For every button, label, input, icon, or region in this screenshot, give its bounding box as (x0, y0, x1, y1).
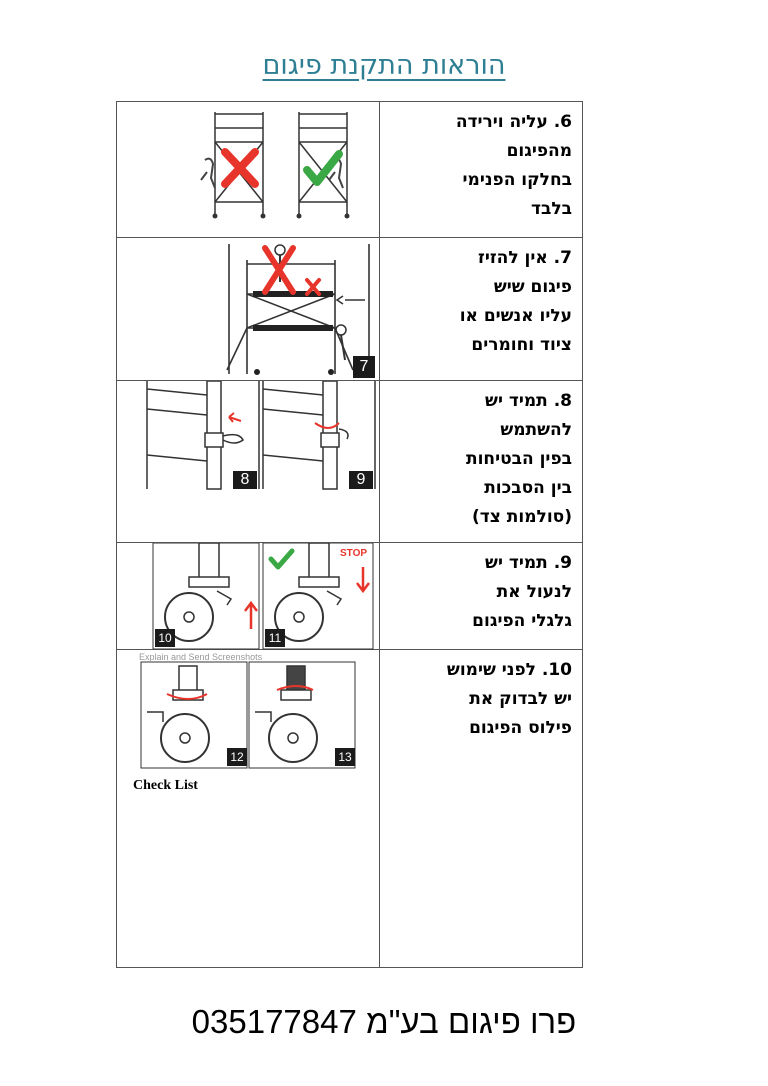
figure-7-badge: 7 (353, 356, 375, 378)
step-6-illustration (117, 102, 380, 238)
page-title: הוראות התקנת פיגום (262, 50, 506, 81)
climb-inside-illustration (117, 102, 380, 238)
figure-9-badge: 9 (349, 471, 373, 489)
company-phone: 035177847 (191, 1003, 357, 1040)
step-7-illustration (117, 238, 380, 381)
step-row-10 (117, 650, 583, 968)
step-8-text-cell (380, 381, 583, 543)
step-7-text: 7. אין להזיז פיגום שיש עליו אנשים או ציוד וחומרים (459, 248, 572, 355)
step-8-illustration (117, 381, 380, 543)
level-adjust-illustration (117, 650, 380, 790)
step-9-text: 9. תמיד יש לנעול את גלגלי הפיגום (472, 553, 572, 631)
step-row-8 (117, 381, 583, 543)
step-6-text-cell (380, 102, 583, 238)
instructions-table (116, 101, 583, 968)
wrong-cross-icon (225, 152, 255, 184)
safety-pin-illustration (117, 381, 380, 543)
step-9-illustration (117, 543, 380, 650)
step-8-text: 8. תמיד יש להשתמש בפין הבטיחות בין הסבכות (סולמות צד) (465, 391, 572, 527)
check-list-caption: Check List (133, 778, 198, 790)
step-7-text-cell (380, 238, 583, 381)
figure-8-badge: 8 (233, 471, 257, 489)
company-name: פרו פיגום בע"מ (366, 1003, 577, 1040)
step-row-6 (117, 102, 583, 238)
figure-13-badge: 13 (335, 748, 355, 766)
no-moving-occupied-scaffold-illustration (117, 238, 380, 381)
figure-11-badge: 11 (265, 629, 285, 647)
step-row-7 (117, 238, 583, 381)
prohibited-cross-icon (265, 248, 319, 294)
figure-12-badge: 12 (227, 748, 247, 766)
step-row-9 (117, 543, 583, 650)
watermark-text: Explain and Send Screenshots (139, 652, 263, 662)
step-10-illustration (117, 650, 380, 968)
step-6-text: 6. עליה וירידה מהפיגום בחלקו הפנימי בלבד (455, 112, 572, 219)
stop-label: STOP (340, 548, 368, 559)
step-9-text-cell (380, 543, 583, 650)
footer-company-line (0, 1003, 768, 1041)
step-10-text-cell (380, 650, 583, 968)
step-10-text: 10. לפני שימוש יש לבדוק את פילוס הפיגום (446, 660, 572, 738)
insert-arrow-icon (229, 413, 241, 422)
figure-10-badge: 10 (155, 629, 175, 647)
